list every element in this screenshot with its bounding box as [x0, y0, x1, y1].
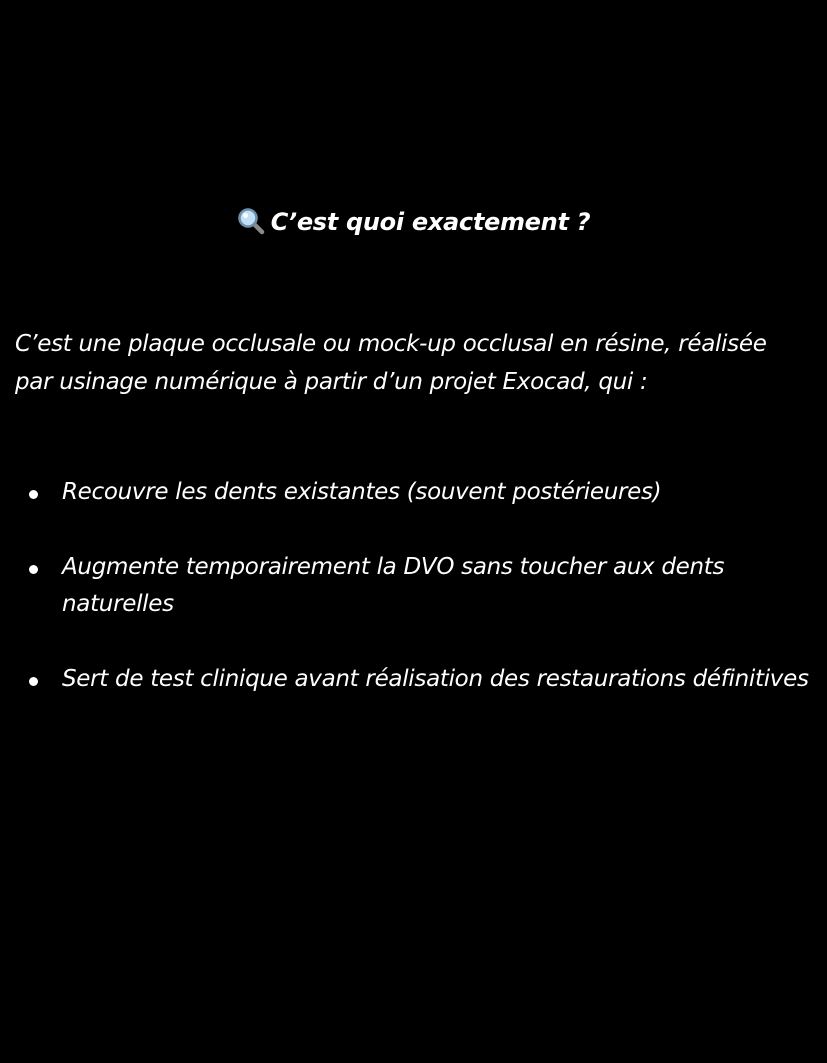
list-item: [0, 474, 822, 512]
list-item-text: Recouvre les dents existantes (souvent postérieures): [62, 479, 662, 505]
list-item: [0, 661, 822, 699]
bullet-dot: [29, 677, 38, 686]
bullet-dot: [29, 490, 38, 499]
intro-paragraph: C’est une plaque occlusale ou mock-up occlusal en résine, réalisée par usinage numérique à partir d’un projet Exocad, qui :: [15, 331, 767, 395]
list-item: [0, 549, 822, 624]
bullet-dot: [29, 565, 38, 574]
magnifying-glass-icon: [237, 207, 265, 235]
section-heading: [0, 204, 827, 240]
bullet-list: [0, 474, 827, 735]
list-item-text: Sert de test clinique avant réalisation des restaurations définitives: [62, 665, 809, 692]
list-item-text: Augmente temporairement la DVO sans toucher aux dents naturelles: [62, 553, 725, 617]
heading-text: C’est quoi exactement ?: [270, 208, 591, 236]
